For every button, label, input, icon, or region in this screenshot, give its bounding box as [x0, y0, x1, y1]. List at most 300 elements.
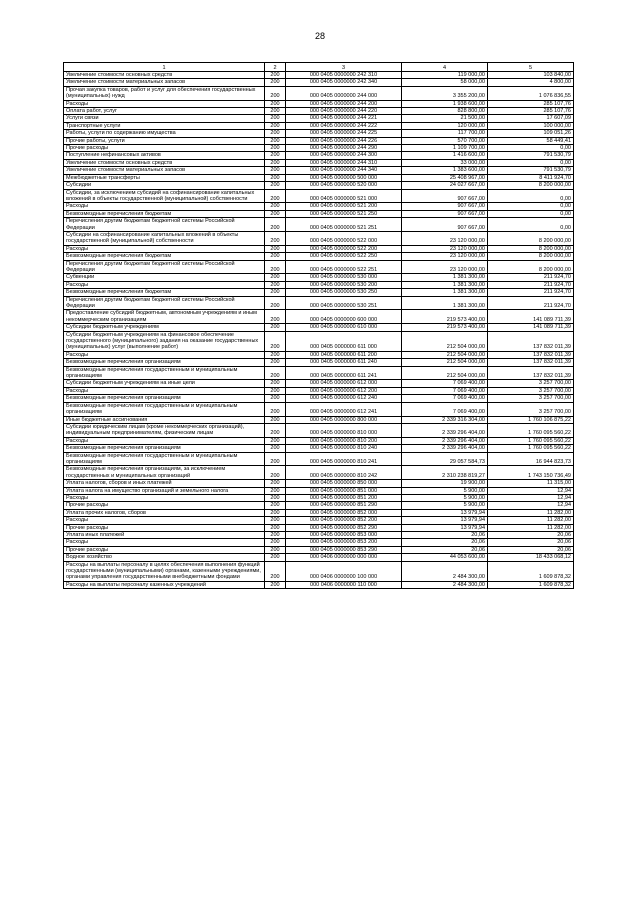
row-name-cell: Расходы [64, 539, 265, 546]
table-row [64, 260, 574, 274]
row-approved-amount-cell: 1 938 600,00 [402, 100, 488, 107]
table-row [64, 167, 574, 174]
row-line-code-cell: 200 [265, 310, 286, 324]
table-row [64, 310, 574, 324]
row-name-cell: Безвозмездные перечисления организациям [64, 445, 265, 452]
table-row [64, 122, 574, 129]
row-executed-amount-cell: 100 000,00 [488, 122, 574, 129]
row-approved-amount-cell: 13 979,94 [402, 509, 488, 516]
row-executed-amount-cell: 137 832 011,39 [488, 359, 574, 366]
row-line-code-cell: 200 [265, 167, 286, 174]
row-executed-amount-cell: 109 051,26 [488, 130, 574, 137]
row-line-code-cell: 200 [265, 359, 286, 366]
row-approved-amount-cell: 117 700,00 [402, 130, 488, 137]
row-name-cell: Услуги связи [64, 115, 265, 122]
row-line-code-cell: 200 [265, 546, 286, 553]
row-approved-amount-cell: 219 573 400,00 [402, 310, 488, 324]
row-budget-code-cell: 000 0405 0000000 244 290 [286, 145, 402, 152]
row-executed-amount-cell: 0,00 [488, 189, 574, 203]
row-line-code-cell: 200 [265, 100, 286, 107]
row-line-code-cell: 200 [265, 445, 286, 452]
row-executed-amount-cell: 1 609 878,32 [488, 581, 574, 588]
row-name-cell: Уплата налога на имущество организаций и земельного налога [64, 487, 265, 494]
row-name-cell: Расходы [64, 245, 265, 252]
row-budget-code-cell: 000 0405 0000000 611 241 [286, 366, 402, 380]
row-line-code-cell: 200 [265, 281, 286, 288]
row-name-cell: Прочие работы, услуги [64, 137, 265, 144]
row-budget-code-cell: 000 0405 0000000 810 241 [286, 452, 402, 466]
row-executed-amount-cell: 17 607,09 [488, 115, 574, 122]
row-name-cell: Межбюджетные трансферты [64, 174, 265, 181]
row-line-code-cell: 200 [265, 532, 286, 539]
row-line-code-cell: 200 [265, 289, 286, 296]
table-row [64, 532, 574, 539]
row-executed-amount-cell: 8 411 924,70 [488, 174, 574, 181]
row-line-code-cell: 200 [265, 130, 286, 137]
row-executed-amount-cell: 11 282,00 [488, 524, 574, 531]
row-budget-code-cell: 000 0405 0000000 850 000 [286, 480, 402, 487]
row-executed-amount-cell: 11 315,00 [488, 480, 574, 487]
row-executed-amount-cell: 211 924,70 [488, 274, 574, 281]
row-name-cell: Расходы [64, 517, 265, 524]
row-approved-amount-cell: 1 381 300,00 [402, 281, 488, 288]
table-row [64, 100, 574, 107]
row-executed-amount-cell: 103 840,00 [488, 72, 574, 79]
table-row [64, 423, 574, 437]
row-budget-code-cell: 000 0405 0000000 852 290 [286, 524, 402, 531]
row-budget-code-cell: 000 0405 0000000 851 290 [286, 502, 402, 509]
row-name-cell: Расходы [64, 100, 265, 107]
row-approved-amount-cell: 828 800,00 [402, 108, 488, 115]
row-line-code-cell: 200 [265, 108, 286, 115]
row-budget-code-cell: 000 0405 0000000 530 251 [286, 296, 402, 310]
row-line-code-cell: 200 [265, 509, 286, 516]
row-executed-amount-cell: 1 760 095 560,22 [488, 423, 574, 437]
row-executed-amount-cell: 137 832 011,39 [488, 366, 574, 380]
table-row [64, 72, 574, 79]
row-line-code-cell: 200 [265, 487, 286, 494]
row-budget-code-cell: 000 0405 0000000 611 000 [286, 331, 402, 351]
row-approved-amount-cell: 212 504 000,00 [402, 331, 488, 351]
row-executed-amount-cell: 141 089 711,39 [488, 324, 574, 331]
row-executed-amount-cell: 791 530,79 [488, 152, 574, 159]
row-budget-code-cell: 000 0405 0000000 244 300 [286, 152, 402, 159]
row-executed-amount-cell: 8 200 000,00 [488, 253, 574, 260]
row-budget-code-cell: 000 0405 0000000 612 200 [286, 387, 402, 394]
row-approved-amount-cell: 5 900,00 [402, 502, 488, 509]
row-name-cell: Субсидии бюджетным учреждениям [64, 324, 265, 331]
row-executed-amount-cell: 285 107,76 [488, 108, 574, 115]
row-name-cell: Прочие расходы [64, 546, 265, 553]
row-executed-amount-cell: 3 257 700,00 [488, 402, 574, 416]
row-approved-amount-cell: 5 900,00 [402, 487, 488, 494]
row-approved-amount-cell: 58 000,00 [402, 79, 488, 86]
page-number: 28 [314, 31, 325, 41]
row-name-cell: Безвозмездные перечисления бюджетам [64, 210, 265, 217]
row-name-cell: Субсидии [64, 182, 265, 189]
row-name-cell: Увеличение стоимости основных средств [64, 72, 265, 79]
row-approved-amount-cell: 212 504 000,00 [402, 359, 488, 366]
row-executed-amount-cell: 0,00 [488, 145, 574, 152]
row-budget-code-cell: 000 0405 0000000 521 250 [286, 210, 402, 217]
row-approved-amount-cell: 2 484 300,00 [402, 581, 488, 588]
column-header: 4 [402, 63, 488, 72]
row-line-code-cell: 200 [265, 452, 286, 466]
table-row [64, 189, 574, 203]
row-executed-amount-cell: 0,00 [488, 203, 574, 210]
table-row [64, 480, 574, 487]
table-row [64, 130, 574, 137]
row-approved-amount-cell: 20,06 [402, 539, 488, 546]
row-budget-code-cell: 000 0405 0000000 244 222 [286, 122, 402, 129]
row-executed-amount-cell: 12,94 [488, 494, 574, 501]
row-line-code-cell: 200 [265, 79, 286, 86]
row-line-code-cell: 200 [265, 480, 286, 487]
row-name-cell: Перечисления другим бюджетам бюджетной системы Российской Федерации [64, 260, 265, 274]
row-budget-code-cell: 000 0405 0000000 852 000 [286, 509, 402, 516]
row-name-cell: Транспортные услуги [64, 122, 265, 129]
row-line-code-cell: 200 [265, 366, 286, 380]
row-name-cell: Работы, услуги по содержанию имущества [64, 130, 265, 137]
row-budget-code-cell: 000 0405 0000000 612 000 [286, 380, 402, 387]
row-budget-code-cell: 000 0405 0000000 244 200 [286, 100, 402, 107]
row-approved-amount-cell: 21 500,00 [402, 115, 488, 122]
table-row [64, 79, 574, 86]
row-name-cell: Расходы [64, 203, 265, 210]
row-budget-code-cell: 000 0405 0000000 853 290 [286, 546, 402, 553]
row-line-code-cell: 200 [265, 253, 286, 260]
row-budget-code-cell: 000 0405 0000000 852 200 [286, 517, 402, 524]
row-executed-amount-cell: 1 760 095 560,22 [488, 445, 574, 452]
row-line-code-cell: 200 [265, 260, 286, 274]
row-name-cell: Безвозмездные перечисления государственным и муниципальным организациям [64, 366, 265, 380]
table-row [64, 539, 574, 546]
table-row [64, 395, 574, 402]
row-executed-amount-cell: 211 924,70 [488, 289, 574, 296]
row-approved-amount-cell: 907 667,00 [402, 218, 488, 232]
row-line-code-cell: 200 [265, 231, 286, 245]
row-executed-amount-cell: 1 760 106 875,22 [488, 416, 574, 423]
table-row [64, 359, 574, 366]
row-approved-amount-cell: 1 416 600,00 [402, 152, 488, 159]
row-line-code-cell: 200 [265, 561, 286, 581]
row-budget-code-cell: 000 0406 0000000 110 000 [286, 581, 402, 588]
row-name-cell: Прочая закупка товаров, работ и услуг для обеспечения государственных (муниципальных) нужд [64, 86, 265, 100]
budget-execution-table [63, 62, 574, 589]
row-approved-amount-cell: 20,06 [402, 532, 488, 539]
row-executed-amount-cell: 11 282,00 [488, 509, 574, 516]
table-row [64, 210, 574, 217]
row-line-code-cell: 200 [265, 203, 286, 210]
row-budget-code-cell: 000 0405 0000000 244 310 [286, 159, 402, 166]
row-approved-amount-cell: 23 120 000,00 [402, 231, 488, 245]
row-name-cell: Уплата налогов, сборов и иных платежей [64, 480, 265, 487]
row-line-code-cell: 200 [265, 380, 286, 387]
row-executed-amount-cell: 0,00 [488, 218, 574, 232]
row-executed-amount-cell: 1 076 836,55 [488, 86, 574, 100]
row-approved-amount-cell: 7 069 400,00 [402, 380, 488, 387]
row-name-cell: Субсидии на софинансирование капитальных вложений в объекты государственной (муниципальной) собственности [64, 231, 265, 245]
row-name-cell: Субсидии бюджетным учреждениям на иные цели [64, 380, 265, 387]
row-executed-amount-cell: 3 257 700,00 [488, 380, 574, 387]
row-executed-amount-cell: 4 800,00 [488, 79, 574, 86]
row-line-code-cell: 200 [265, 152, 286, 159]
table-row [64, 274, 574, 281]
row-executed-amount-cell: 211 924,70 [488, 296, 574, 310]
row-budget-code-cell: 000 0405 0000000 612 240 [286, 395, 402, 402]
row-approved-amount-cell: 2 339 316 304,00 [402, 416, 488, 423]
row-budget-code-cell: 000 0405 0000000 244 226 [286, 137, 402, 144]
table-row [64, 152, 574, 159]
row-budget-code-cell: 000 0405 0000000 530 250 [286, 289, 402, 296]
row-name-cell: Увеличение стоимости материальных запасов [64, 167, 265, 174]
row-name-cell: Поступление нефинансовых активов [64, 152, 265, 159]
row-budget-code-cell: 000 0405 0000000 244 225 [286, 130, 402, 137]
row-budget-code-cell: 000 0405 0000000 851 200 [286, 494, 402, 501]
row-budget-code-cell: 000 0405 0000000 244 220 [286, 108, 402, 115]
table-row [64, 218, 574, 232]
row-executed-amount-cell: 1 760 095 560,22 [488, 437, 574, 444]
row-line-code-cell: 200 [265, 245, 286, 252]
table-row [64, 387, 574, 394]
row-approved-amount-cell: 25 408 967,00 [402, 174, 488, 181]
row-budget-code-cell: 000 0406 0000000 000 000 [286, 554, 402, 561]
row-executed-amount-cell: 285 107,76 [488, 100, 574, 107]
table-row [64, 296, 574, 310]
row-budget-code-cell: 000 0405 0000000 522 000 [286, 231, 402, 245]
row-executed-amount-cell: 0,00 [488, 159, 574, 166]
row-line-code-cell: 200 [265, 115, 286, 122]
table-row [64, 324, 574, 331]
table-row [64, 546, 574, 553]
column-header: 3 [286, 63, 402, 72]
row-line-code-cell: 200 [265, 437, 286, 444]
row-line-code-cell: 200 [265, 159, 286, 166]
table-row [64, 203, 574, 210]
table-row [64, 245, 574, 252]
row-name-cell: Безвозмездные перечисления организациям [64, 395, 265, 402]
row-name-cell: Перечисления другим бюджетам бюджетной системы Российской Федерации [64, 218, 265, 232]
row-budget-code-cell: 000 0405 0000000 611 200 [286, 351, 402, 358]
row-budget-code-cell: 000 0405 0000000 800 000 [286, 416, 402, 423]
row-line-code-cell: 200 [265, 395, 286, 402]
row-budget-code-cell: 000 0405 0000000 244 340 [286, 167, 402, 174]
row-executed-amount-cell: 8 200 000,00 [488, 260, 574, 274]
row-line-code-cell: 200 [265, 539, 286, 546]
table-row [64, 86, 574, 100]
row-approved-amount-cell: 119 000,00 [402, 72, 488, 79]
table-row [64, 137, 574, 144]
row-line-code-cell: 200 [265, 182, 286, 189]
row-line-code-cell: 200 [265, 86, 286, 100]
row-approved-amount-cell: 23 120 000,00 [402, 245, 488, 252]
row-budget-code-cell: 000 0405 0000000 810 000 [286, 423, 402, 437]
table-row [64, 561, 574, 581]
row-line-code-cell: 200 [265, 423, 286, 437]
row-executed-amount-cell: 8 200 000,00 [488, 245, 574, 252]
table-row [64, 402, 574, 416]
row-approved-amount-cell: 907 667,00 [402, 210, 488, 217]
table-row [64, 452, 574, 466]
table-row [64, 289, 574, 296]
row-budget-code-cell: 000 0405 0000000 522 251 [286, 260, 402, 274]
table-row [64, 182, 574, 189]
row-name-cell: Расходы [64, 437, 265, 444]
row-name-cell: Безвозмездные перечисления бюджетам [64, 253, 265, 260]
row-line-code-cell: 200 [265, 189, 286, 203]
row-executed-amount-cell: 137 832 011,39 [488, 331, 574, 351]
row-line-code-cell: 200 [265, 72, 286, 79]
table-row [64, 494, 574, 501]
row-name-cell: Расходы на выплаты персоналу в целях обеспечения выполнения функций государственными (муниципальными) органами, казенными учреждениями, органами управления государственными внебюджетными фондами [64, 561, 265, 581]
row-budget-code-cell: 000 0405 0000000 242 310 [286, 72, 402, 79]
row-executed-amount-cell: 20,06 [488, 546, 574, 553]
row-line-code-cell: 200 [265, 524, 286, 531]
row-budget-code-cell: 000 0405 0000000 853 000 [286, 532, 402, 539]
row-name-cell: Субвенции [64, 274, 265, 281]
row-budget-code-cell: 000 0405 0000000 611 240 [286, 359, 402, 366]
row-approved-amount-cell: 219 573 400,00 [402, 324, 488, 331]
table-row [64, 108, 574, 115]
row-approved-amount-cell: 907 667,00 [402, 203, 488, 210]
row-budget-code-cell: 000 0405 0000000 853 200 [286, 539, 402, 546]
row-approved-amount-cell: 1 381 300,00 [402, 274, 488, 281]
row-executed-amount-cell: 18 433 068,12 [488, 554, 574, 561]
row-budget-code-cell: 000 0405 0000000 520 000 [286, 182, 402, 189]
row-budget-code-cell: 000 0405 0000000 522 250 [286, 253, 402, 260]
column-header: 5 [488, 63, 574, 72]
row-approved-amount-cell: 29 057 584,73 [402, 452, 488, 466]
table-row [64, 437, 574, 444]
row-approved-amount-cell: 2 339 296 404,00 [402, 423, 488, 437]
table-row [64, 380, 574, 387]
row-line-code-cell: 200 [265, 296, 286, 310]
table-row [64, 366, 574, 380]
row-executed-amount-cell: 16 944 823,73 [488, 452, 574, 466]
row-approved-amount-cell: 1 381 300,00 [402, 289, 488, 296]
row-budget-code-cell: 000 0405 0000000 851 000 [286, 487, 402, 494]
row-name-cell: Уплата прочих налогов, сборов [64, 509, 265, 516]
row-executed-amount-cell: 791 530,79 [488, 167, 574, 174]
row-line-code-cell: 200 [265, 324, 286, 331]
row-executed-amount-cell: 11 282,00 [488, 517, 574, 524]
row-executed-amount-cell: 211 924,70 [488, 281, 574, 288]
row-budget-code-cell: 000 0405 0000000 500 000 [286, 174, 402, 181]
row-approved-amount-cell: 2 339 296 404,00 [402, 437, 488, 444]
row-approved-amount-cell: 570 700,00 [402, 137, 488, 144]
row-line-code-cell: 200 [265, 274, 286, 281]
table-row [64, 115, 574, 122]
row-approved-amount-cell: 23 120 000,00 [402, 253, 488, 260]
row-line-code-cell: 200 [265, 581, 286, 588]
row-line-code-cell: 200 [265, 145, 286, 152]
row-budget-code-cell: 000 0405 0000000 530 200 [286, 281, 402, 288]
row-line-code-cell: 200 [265, 331, 286, 351]
row-approved-amount-cell: 2 310 238 819,27 [402, 466, 488, 480]
row-executed-amount-cell: 137 832 011,39 [488, 351, 574, 358]
row-line-code-cell: 200 [265, 137, 286, 144]
row-line-code-cell: 200 [265, 218, 286, 232]
row-executed-amount-cell: 12,94 [488, 502, 574, 509]
row-line-code-cell: 200 [265, 387, 286, 394]
row-name-cell: Безвозмездные перечисления организациям [64, 359, 265, 366]
table-row [64, 253, 574, 260]
row-approved-amount-cell: 2 484 300,00 [402, 561, 488, 581]
row-name-cell: Расходы на выплаты персоналу казенных учреждений [64, 581, 265, 588]
row-line-code-cell: 200 [265, 554, 286, 561]
row-name-cell: Субсидии бюджетным учреждениям на финансовое обеспечение государственного (муниципального) задания на оказание государственных (муниципальных) услуг (выполнение работ) [64, 331, 265, 351]
row-name-cell: Субсидии, за исключением субсидий на софинансирование капитальных вложений в объекты государственной (муниципальной) собственности [64, 189, 265, 203]
row-executed-amount-cell: 8 200 000,00 [488, 231, 574, 245]
row-approved-amount-cell: 19 900,00 [402, 480, 488, 487]
row-name-cell: Оплата работ, услуг [64, 108, 265, 115]
column-number-header-row [64, 63, 574, 72]
row-approved-amount-cell: 24 027 667,00 [402, 182, 488, 189]
row-approved-amount-cell: 23 120 000,00 [402, 260, 488, 274]
column-header: 1 [64, 63, 265, 72]
row-budget-code-cell: 000 0405 0000000 610 000 [286, 324, 402, 331]
row-executed-amount-cell: 12,94 [488, 487, 574, 494]
row-name-cell: Расходы [64, 351, 265, 358]
row-approved-amount-cell: 1 381 300,00 [402, 296, 488, 310]
row-approved-amount-cell: 13 979,94 [402, 517, 488, 524]
row-executed-amount-cell: 20,06 [488, 539, 574, 546]
row-executed-amount-cell: 0,00 [488, 210, 574, 217]
row-name-cell: Расходы [64, 281, 265, 288]
row-name-cell: Расходы [64, 494, 265, 501]
row-budget-code-cell: 000 0405 0000000 612 241 [286, 402, 402, 416]
row-name-cell: Увеличение стоимости основных средств [64, 159, 265, 166]
row-line-code-cell: 200 [265, 351, 286, 358]
table-row [64, 466, 574, 480]
row-approved-amount-cell: 212 504 000,00 [402, 366, 488, 380]
row-budget-code-cell: 000 0405 0000000 244 221 [286, 115, 402, 122]
row-name-cell: Безвозмездные перечисления организациям, за исключением государственных и муниципальных организаций [64, 466, 265, 480]
row-approved-amount-cell: 907 667,00 [402, 189, 488, 203]
row-budget-code-cell: 000 0405 0000000 242 340 [286, 79, 402, 86]
row-executed-amount-cell: 58 449,41 [488, 137, 574, 144]
row-name-cell: Прочие расходы [64, 524, 265, 531]
row-approved-amount-cell: 1 109 700,00 [402, 145, 488, 152]
row-approved-amount-cell: 20,06 [402, 546, 488, 553]
row-line-code-cell: 200 [265, 466, 286, 480]
row-name-cell: Субсидии юридическим лицам (кроме некоммерческих организаций), индивидуальным предпринимателям, физическим лицам [64, 423, 265, 437]
row-name-cell: Иные бюджетные ассигнования [64, 416, 265, 423]
row-name-cell: Безвозмездные перечисления государственным и муниципальным организациям [64, 452, 265, 466]
table-row [64, 145, 574, 152]
row-line-code-cell: 200 [265, 502, 286, 509]
row-approved-amount-cell: 13 979,94 [402, 524, 488, 531]
row-name-cell: Уплата иных платежей [64, 532, 265, 539]
row-name-cell: Перечисления другим бюджетам бюджетной системы Российской Федерации [64, 296, 265, 310]
row-name-cell: Прочие расходы [64, 145, 265, 152]
row-budget-code-cell: 000 0406 0000000 100 000 [286, 561, 402, 581]
row-approved-amount-cell: 7 069 400,00 [402, 395, 488, 402]
table-row [64, 517, 574, 524]
table-row [64, 445, 574, 452]
row-line-code-cell: 200 [265, 416, 286, 423]
row-approved-amount-cell: 120 000,00 [402, 122, 488, 129]
row-budget-code-cell: 000 0405 0000000 810 242 [286, 466, 402, 480]
row-executed-amount-cell: 3 257 700,00 [488, 387, 574, 394]
row-budget-code-cell: 000 0405 0000000 244 000 [286, 86, 402, 100]
row-executed-amount-cell: 3 257 700,00 [488, 395, 574, 402]
table-row [64, 524, 574, 531]
table-row [64, 281, 574, 288]
row-executed-amount-cell: 1 743 150 736,49 [488, 466, 574, 480]
row-budget-code-cell: 000 0405 0000000 810 240 [286, 445, 402, 452]
row-budget-code-cell: 000 0405 0000000 530 000 [286, 274, 402, 281]
